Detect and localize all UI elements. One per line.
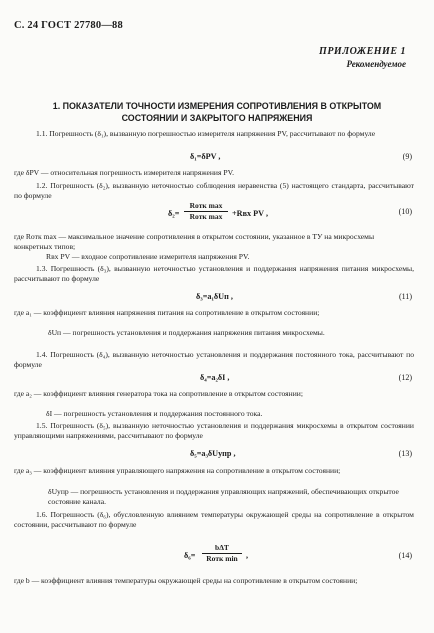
formula-number-12: (12) (398, 373, 412, 382)
formula-9: δ₁=δPV , (190, 152, 221, 161)
definition-12a: где a₂ — коэффициент влияния генератора тока на сопротивление в открытом состоянии; (14, 389, 303, 398)
formula-13: δ₅=a₃δUупр , (190, 449, 236, 458)
appendix-label (319, 46, 406, 70)
paragraph-1-2: 1.2. Погрешность (δ₂), вызванную неточностью соблюдения неравенства (5) настоящего стандарта, рассчитывают по формуле (14, 181, 414, 201)
formula-14-lhs: δ₆= (184, 551, 196, 560)
paragraph-1-6: 1.6. Погрешность (δ₆), обусловленную влиянием температуры окружающей среды на сопротивление в открытом состоянии, рассчитывают по формуле (14, 510, 414, 530)
appendix-subtitle: Рекомендуемое (346, 59, 406, 69)
formula-number-11: (11) (398, 292, 412, 301)
formula-10-lhs: δ₂= (168, 209, 180, 218)
paragraph-1-5: 1.5. Погрешность (δ₅), вызванную неточностью установления и поддержания микросхемы в открытом состоянии управляющими напряжениями, рассчитывают по формуле (14, 421, 414, 441)
formula-number-10: (10) (398, 207, 412, 216)
formula-14-fraction (202, 543, 242, 563)
definition-11b: δUп — погрешность установления и поддержания напряжения питания микросхемы. (48, 328, 325, 337)
formula-12: δ₄=a₂δI , (200, 373, 230, 382)
formula-10-rhs: +Rвх PV , (232, 209, 268, 218)
formula-10-fraction (184, 201, 228, 221)
definition-9: где δPV — относительная погрешность измерителя напряжения PV. (14, 168, 234, 177)
section-title: 1. ПОКАЗАТЕЛИ ТОЧНОСТИ ИЗМЕРЕНИЯ СОПРОТИВЛЕНИЯ В ОТКРЫТОМ СОСТОЯНИИ И ЗАКРЫТОГО НАПРЯЖЕНИЯ (52, 101, 382, 123)
formula-11: δ₃=a₁δUп , (196, 292, 233, 301)
formula-14-numerator: bΔT (215, 543, 229, 552)
definition-11a: где a₁ — коэффициент влияния напряжения питания на сопротивление в открытом состоянии; (14, 308, 320, 317)
formula-14-rhs: , (246, 551, 249, 560)
definition-14: где b — коэффициент влияния температуры окружающей среды на сопротивление в открытом состоянии; (14, 576, 358, 585)
formula-14-denominator: Rотк min (206, 554, 238, 563)
paragraph-1-3: 1.3. Погрешность (δ₃), вызванную неточностью установления и поддержания напряжения питания микросхемы, рассчитывают по формуле (14, 264, 414, 284)
definition-13b: δUупр — погрешность установления и поддержания управляющих напряжений, обеспечивающих открытое состояние канала. (48, 487, 399, 506)
page-header: С. 24 ГОСТ 27780—88 (14, 20, 123, 31)
definition-10b: Rвх PV — входное сопротивление измерителя напряжения PV. (46, 252, 250, 261)
formula-10-numerator: Rотк max (189, 201, 223, 210)
paragraph-1-4: 1.4. Погрешность (δ₄), вызванную неточностью установления и поддержания постоянного тока, рассчитывают по формуле (14, 350, 414, 370)
formula-number-14: (14) (398, 551, 412, 560)
paragraph-1-1: 1.1. Погрешность (δ₁), вызванную погрешностью измерителя напряжения PV, рассчитывают по формуле (36, 129, 376, 138)
formula-number-13: (13) (398, 449, 412, 458)
formula-number-9: (9) (402, 152, 412, 161)
definition-13a: где a₃ — коэффициент влияния управляющего напряжения на сопротивление в открытом состоянии; (14, 466, 341, 475)
formula-10-denominator: Rотк max (189, 212, 223, 221)
appendix-title: ПРИЛОЖЕНИЕ 1 (319, 46, 406, 57)
definition-12b: δI — погрешность установления и поддержания постоянного тока. (46, 409, 263, 418)
definition-10a: где Rотк max — максимальное значение сопротивления в открытом состоянии, указанное в ТУ на микросхемы конкретных типов; (14, 232, 375, 251)
